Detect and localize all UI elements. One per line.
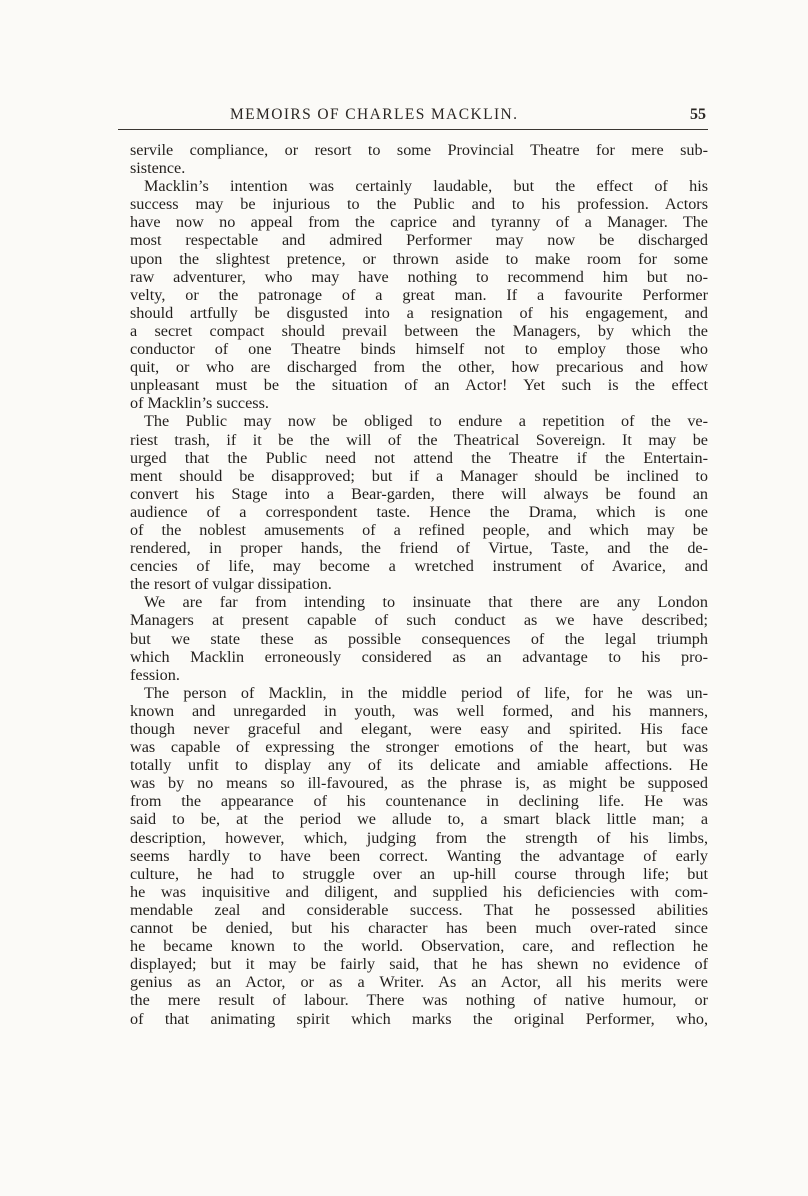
text-line: raw adventurer, who may have nothing to recommend him but no-	[130, 267, 708, 286]
text-line: ment should be disapproved; but if a Manager should be inclined to	[130, 466, 708, 485]
text-line: he became known to the world. Observation, care, and reflection he	[130, 937, 708, 956]
text-line: conductor of one Theatre binds himself not to employ those who	[130, 340, 708, 359]
text-line: We are far from intending to insinuate that there are any London	[144, 593, 708, 612]
text-line: description, however, which, judging from the strength of his limbs,	[130, 828, 708, 847]
text-line: rendered, in proper hands, the friend of Virtue, Taste, and the de-	[130, 539, 708, 558]
text-line: of the noblest amusements of a refined people, and which may be	[130, 520, 708, 539]
text-line: The person of Macklin, in the middle period of life, for he was un-	[144, 683, 708, 702]
text-line: The Public may now be obliged to endure a repetition of the ve-	[144, 412, 708, 431]
text-line: he was inquisitive and diligent, and supplied his deficiencies with com-	[130, 882, 708, 901]
text-line: most respectable and admired Performer may now be discharged	[130, 231, 708, 250]
text-line: upon the slightest pretence, or thrown aside to make room for some	[130, 249, 708, 268]
text-line: quit, or who are discharged from the other, how precarious and how	[130, 358, 708, 377]
page-number: 55	[690, 106, 706, 123]
text-line: from the appearance of his countenance in declining life. He was	[130, 792, 708, 811]
text-line: the mere result of labour. There was nothing of native humour, or	[130, 991, 708, 1010]
text-line: displayed; but it may be fairly said, that he has shewn no evidence of	[130, 955, 708, 974]
text-line: genius as an Actor, or as a Writer. As an Actor, all his merits were	[130, 973, 708, 992]
text-line: fession.	[130, 665, 180, 684]
text-line: but we state these as possible consequences of the legal triumph	[130, 629, 708, 648]
text-line: was by no means so ill-favoured, as the phrase is, as might be supposed	[130, 774, 708, 793]
text-line: the resort of vulgar dissipation.	[130, 575, 332, 594]
text-line: urged that the Public need not attend the Theatre if the Entertain-	[130, 448, 708, 467]
text-line: known and unregarded in youth, was well formed, and his manners,	[130, 701, 708, 720]
text-line: audience of a correspondent taste. Hence the Drama, which is one	[130, 502, 708, 521]
text-line: though never graceful and elegant, were easy and spirited. His face	[130, 720, 708, 738]
body-text	[130, 141, 708, 1028]
text-line: Managers at present capable of such conduct as we have described;	[130, 611, 708, 630]
text-line: have now no appeal from the caprice and tyranny of a Manager. The	[130, 213, 708, 232]
text-line: which Macklin erroneously considered as an advantage to his pro-	[130, 647, 708, 666]
text-line: Macklin’s intention was certainly laudable, but the effect of his	[144, 177, 708, 196]
text-line: riest trash, if it be the will of the Theatrical Sovereign. It may be	[130, 430, 708, 449]
text-line: of that animating spirit which marks the original Performer, who,	[130, 1009, 708, 1028]
text-line: should artfully be disgusted into a resignation of his engagement, and	[130, 303, 708, 322]
text-line: mendable zeal and considerable success. That he possessed abilities	[130, 900, 708, 919]
text-line: was capable of expressing the stronger emotions of the heart, but was	[130, 738, 708, 757]
text-line: sistence.	[130, 159, 186, 178]
text-line: of Macklin’s success.	[130, 394, 269, 413]
text-line: culture, he had to struggle over an up-hill course through life; but	[130, 864, 708, 883]
text-line: a secret compact should prevail between the Managers, by which the	[130, 321, 708, 340]
text-line: said to be, at the period we allude to, a smart black little man; a	[130, 810, 708, 829]
text-line: servile compliance, or resort to some Provincial Theatre for mere sub-	[130, 141, 708, 159]
text-line: unpleasant must be the situation of an Actor! Yet such is the effect	[130, 376, 708, 395]
text-line: cencies of life, may become a wretched instrument of Avarice, and	[130, 557, 708, 576]
text-line: convert his Stage into a Bear-garden, there will always be found an	[130, 484, 708, 503]
text-line: seems hardly to have been correct. Wanting the advantage of early	[130, 846, 708, 865]
running-title: MEMOIRS OF CHARLES MACKLIN.	[230, 106, 519, 123]
text-line: success may be injurious to the Public and to his profession. Actors	[130, 195, 708, 214]
text-line: velty, or the patronage of a great man. If a favourite Performer	[130, 285, 708, 304]
text-line: totally unfit to display any of its delicate and amiable affections. He	[130, 756, 708, 775]
header-rule	[118, 129, 708, 130]
text-line: cannot be denied, but his character has been much over-rated since	[130, 919, 708, 938]
